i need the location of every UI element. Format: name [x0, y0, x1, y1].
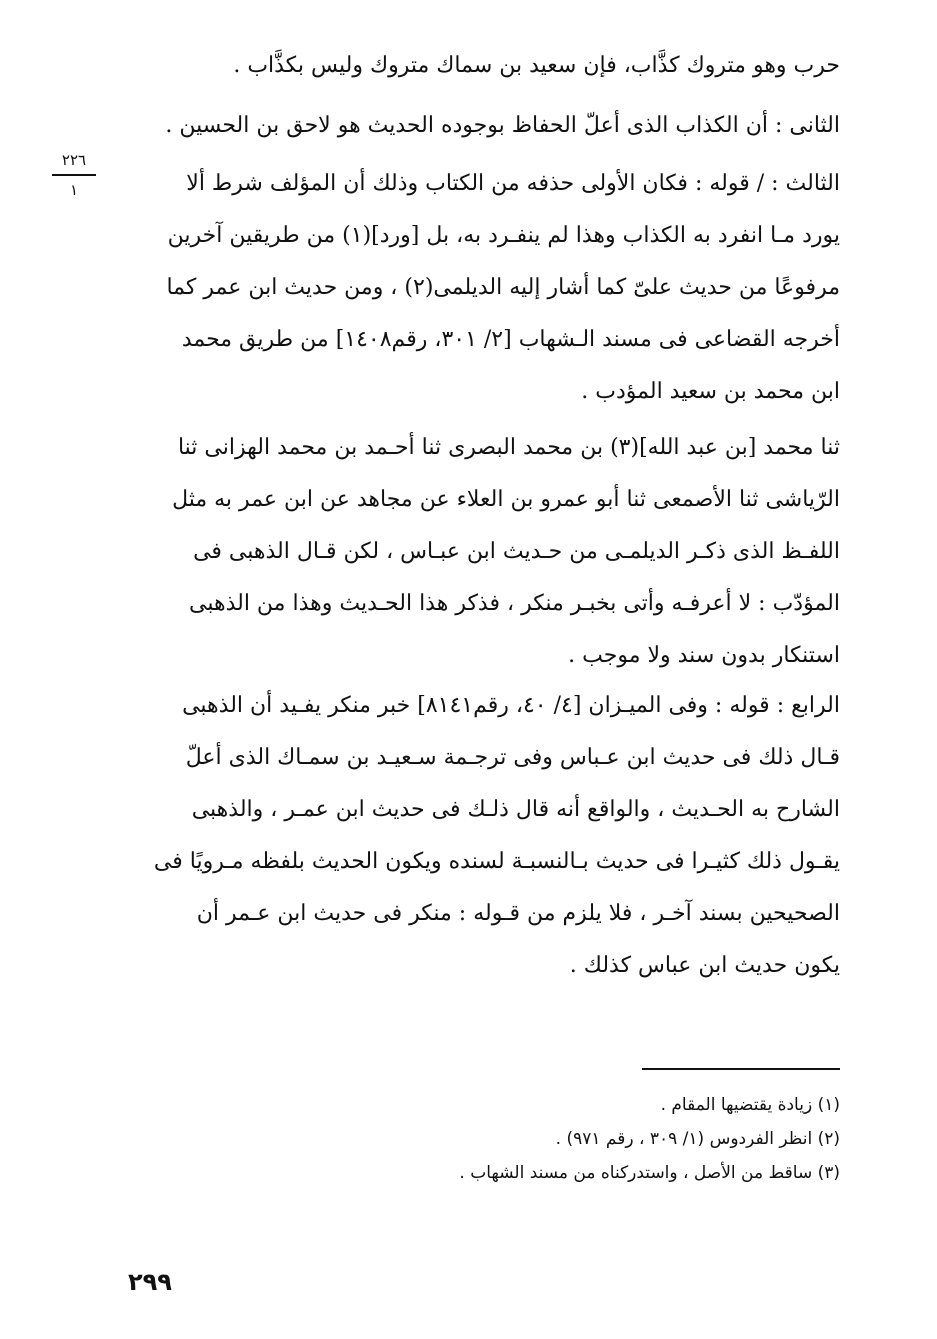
paragraph-3 [130, 158, 840, 418]
footnote-1: (١) زيادة يقتضيها المقام . [660, 1095, 840, 1115]
text-line: الثالث : / قوله : فكان الأولى حذفه من الكتاب وذلك أن المؤلف شرط ألا [186, 171, 840, 196]
margin-ref-top: ٢٢٦ [61, 151, 87, 169]
page-number: ٢٩٩ [128, 1268, 172, 1296]
margin-manuscript-reference [52, 150, 96, 200]
text-line: يكون حديث ابن عباس كذلك . [569, 953, 840, 978]
paragraph-2 [130, 100, 840, 152]
footnote-2: (٢) انظر الفردوس (١/ ٣٠٩ ، رقم ٩٧١) . [555, 1129, 840, 1149]
text-line: حرب وهو متروك كذَّاب، فإن سعيد بن سماك متروك وليس بكذَّاب . [233, 53, 840, 78]
footnote-separator [642, 1068, 840, 1070]
paragraph-4 [130, 422, 840, 682]
paragraph-5 [130, 680, 840, 992]
text-line: مرفوعًا من حديث علىّ كما أشار إليه الديلمى(٢) ، ومن حديث ابن عمر كما [166, 275, 840, 300]
text-line: الثانى : أن الكذاب الذى أعلّ الحفاظ بوجوده الحديث هو لاحق بن الحسين . [165, 113, 840, 138]
paragraph-1 [130, 40, 840, 92]
margin-ref-divider [52, 174, 96, 176]
footnotes [330, 1088, 840, 1190]
margin-ref-bottom: ١ [69, 181, 79, 199]
text-line: الصحيحين بسند آخـر ، فلا يلزم من قـوله : منكر فى حديث ابن عـمر أن [196, 901, 840, 926]
text-line: استنكار بدون سند ولا موجب . [568, 643, 840, 668]
text-line: ثنا محمد [بن عبد الله](٣) بن محمد البصرى ثنا أحـمد بن محمد الهزانى ثنا [177, 435, 840, 460]
text-line: المؤدّب : لا أعرفـه وأتى بخبـر منكر ، فذكر هذا الحـديث وهذا من الذهبى [189, 591, 840, 616]
text-line: الشارح به الحـديث ، والواقع أنه قال ذلـك فى حديث ابن عمـر ، والذهبى [191, 797, 840, 822]
text-line: الرابع : قوله : وفى الميـزان [٤/ ٤٠، رقم٨١٤١] خبر منكر يفـيد أن الذهبى [182, 693, 840, 718]
text-line: يورد مـا انفرد به الكذاب وهذا لم ينفـرد به، بل [ورد](١) من طريقين آخرين [167, 223, 840, 248]
text-line: الرّياشى ثنا الأصمعى ثنا أبو عمرو بن العلاء عن مجاهد عن ابن عمر به مثل [172, 487, 840, 512]
text-line: أخرجه القضاعى فى مسند الـشهاب [٢/ ٣٠١، رقم١٤٠٨] من طريق محمد [181, 327, 840, 352]
text-line: يقـول ذلك كثيـرا فى حديث بـالنسبـة لسنده ويكون الحديث بلفظه مـرويًا فى [153, 849, 840, 874]
footnote-3: (٣) ساقط من الأصل ، واستدركناه من مسند الشهاب . [459, 1163, 840, 1183]
text-line: اللفـظ الذى ذكـر الديلمـى من حـديث ابن عبـاس ، لكن قـال الذهبى فى [193, 539, 840, 564]
text-line: ابن محمد بن سعيد المؤدب . [581, 379, 840, 404]
text-line: قـال ذلك فى حديث ابن عـباس وفى ترجـمة سـعيـد بن سمـاك الذى أعلّ [185, 745, 840, 770]
